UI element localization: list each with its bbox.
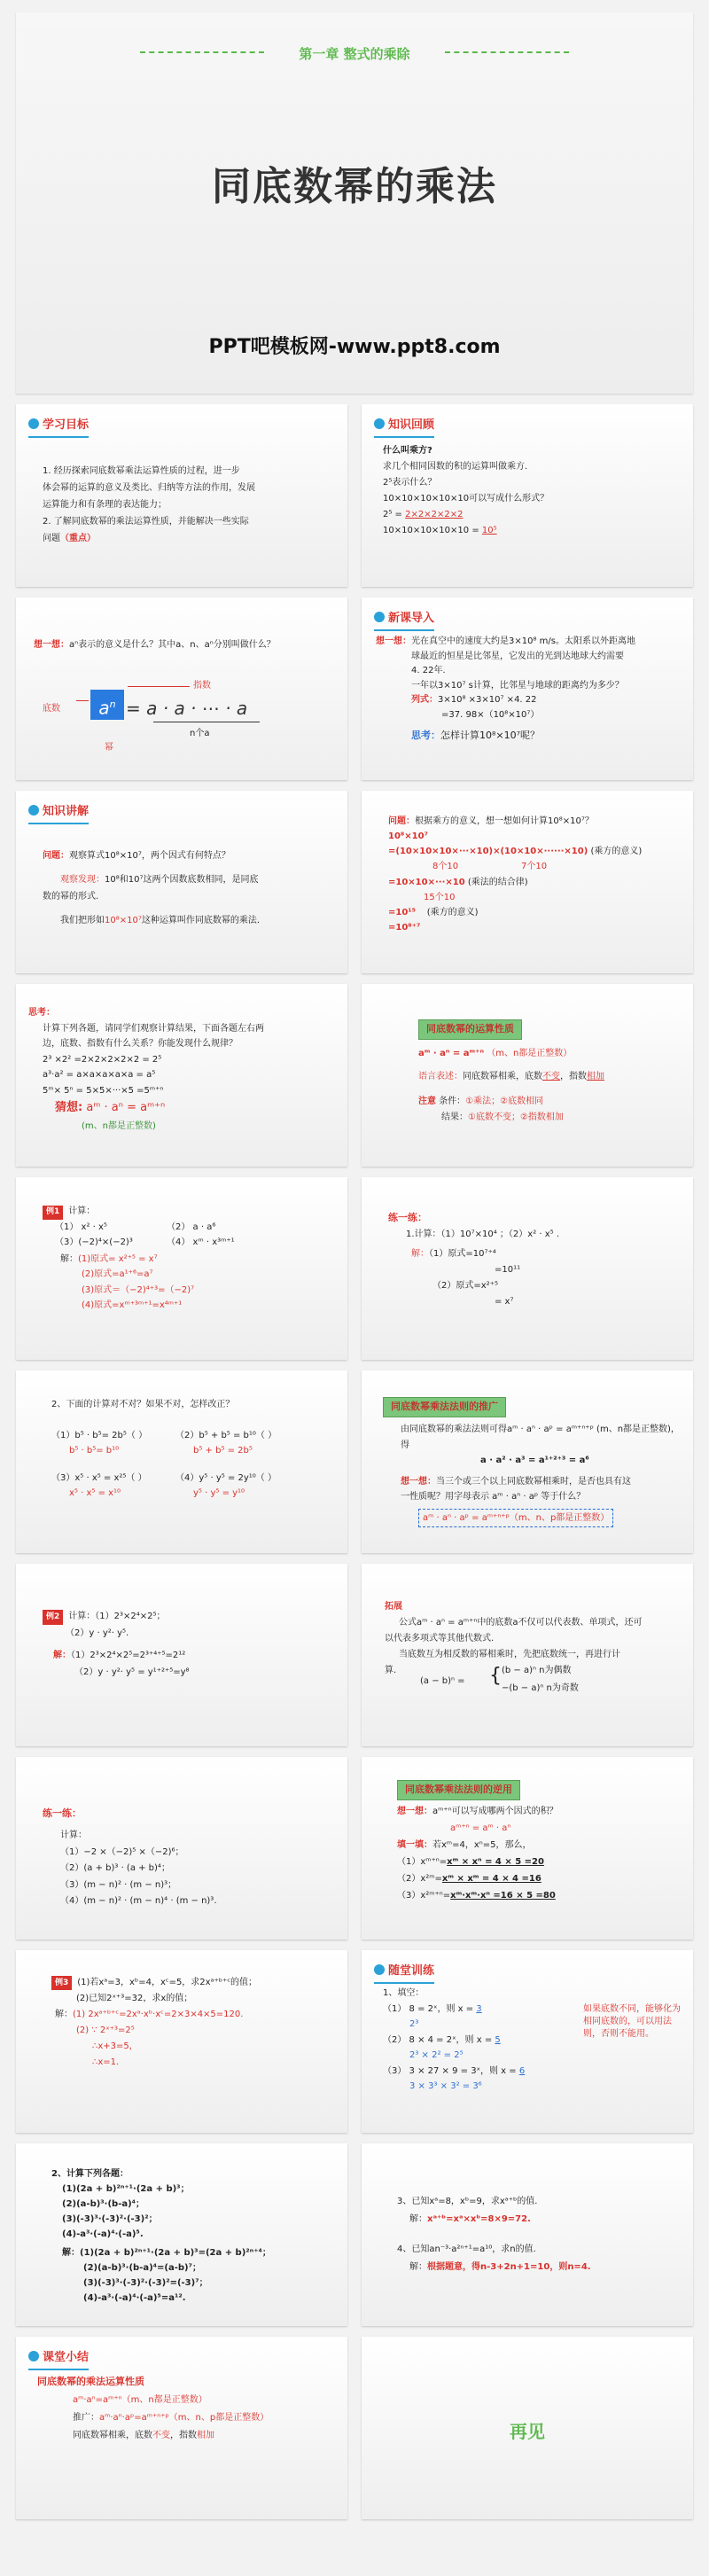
bullet-circle-icon [374,1964,385,1975]
bullet-circle-icon [28,418,39,429]
problem: (1)(2a + b)²ⁿ⁺¹·(2a + b)³； [62,2184,190,2194]
section-title: 同底数幂乘法法则的推广 [383,1397,506,1417]
question: 问题：观察算式10⁸×10⁷，两个因式有何特点？ [43,851,230,861]
solution-line: (2)(a-b)³·(b-a)⁴=(a-b)⁷； [83,2263,202,2273]
slide-practice1 [362,1177,693,1360]
think-cont: 一性质呢？用字母表示 aᵐ · aⁿ · aᵖ 等于什么？ [401,1492,586,1502]
slide-heading: 新课导入 [374,610,434,631]
slide-example1 [16,1177,347,1360]
solution: 解：xᵃ⁺ᵇ=xᵃ×xᵇ=8×9=72. [409,2214,531,2224]
text-line: 问题（重点） [43,534,96,543]
step: =10⁸⁺⁷ [388,923,421,933]
slide-goodbye [362,2337,693,2519]
guess: 猜想: aᵐ · aⁿ = aᵐ⁺ⁿ [55,1101,166,1114]
answer-line: 10×10×10×10×10 = 10⁵ [383,526,497,535]
solution-line: (3)原式＝（−2)⁴⁺³=（−2)⁷ [82,1284,195,1295]
slide-explain [16,791,347,973]
label-power: 幂 [105,743,113,753]
site-label: PPT吧模板网-www.ppt8.com [208,336,501,358]
formula-box: aᵐ · aⁿ · aᵖ = aᵐ⁺ⁿ⁺ᵖ（m、n、p都是正整数） [383,1509,684,1528]
slide-heading: 随堂训练 [374,1963,434,1984]
text-line: 由同底数幂的乘法法则可得aᵐ · aⁿ · aᵖ = aᵐ⁺ⁿ⁺ᵖ (m、n都是正整数)，得 [401,1425,680,1450]
solution: 解：(1)(2a + b)²ⁿ⁺¹·(2a + b)³=(2a + b)²ⁿ⁺⁴； [62,2248,271,2258]
solution-line: ∴x=1. [92,2057,120,2067]
solution-line: (2) ∵ 2ˣ⁺³=2⁵ [76,2026,135,2035]
solution-line: (4)原式=xᵐ⁺³ᵐ⁺¹=x⁴ᵐ⁺¹ [82,1300,183,1311]
slide-intro [362,597,693,780]
fill-line: （2） 8 × 4 = 2ˣ，则 x = 5 [383,2034,501,2045]
slide-power-meaning [16,597,347,780]
solution: 解：（1）原式=10⁷⁺⁴ [411,1248,496,1259]
slide-calc2 [16,2143,347,2326]
formula: aᵐ·aⁿ=aᵐ⁺ⁿ（m、n都是正整数） [73,2395,207,2405]
slide-learning-goals [16,404,347,587]
slide-think [16,984,347,1167]
slide-property [362,984,693,1167]
note: 结果：①底数不变；②指数相加 [441,1112,564,1122]
problem: 1.计算：（1）10⁷×10⁴ ；（2）x² · x⁵ . [406,1229,560,1239]
problems: （1） x² · x⁵ （2） a · a⁶ （3）(−2)⁴×(−2)³ （4） xᵐ · x³ᵐ⁺¹ [55,1222,235,1247]
problem: （2）(a + b)³ · (a + b)⁴； [60,1863,170,1874]
statement: 语言表述：同底数幂相乘，底数不变，指数相加 [418,1072,604,1081]
slide-heading: 知识讲解 [28,803,89,824]
condition: (m、n都是正整数) [82,1120,156,1131]
observation: 观察发现：10⁸和10⁷这两个因数底数相同，是同底 [60,875,259,885]
expansion: = a · a · ⋯ · a [126,698,248,719]
conclusion: 我们把形如10⁸×10⁷这种运算叫作同底数幂的乘法. [60,916,261,925]
chapter-label: 第一章 整式的乘除 [299,46,410,62]
solution-line: （2）y · y²· y⁵ = y¹⁺²⁺⁵=y⁸ [74,1667,190,1678]
formula: aᵐ⁺ⁿ = aᵐ · aⁿ [450,1823,511,1833]
text-line: 公式aᵐ · aⁿ = aᵐ⁺ⁿ中的底数a不仅可以代表数、单项式，还可 [399,1618,643,1628]
power-box: $a^n$ [90,690,124,720]
formula-line: =37. 98×（10⁸×10⁷） [441,709,540,720]
question: 想一想：aⁿ表示的意义是什么？其中a、n、aⁿ分别叫做什么？ [34,640,276,650]
slide-calc34 [362,2143,693,2326]
solution-line: (2)原式=a¹⁺⁶=a⁷ [82,1269,153,1280]
text-line: 1. 经历探索同底数幂乘法运算性质的过程，进一步 [43,466,240,476]
answer: （3）x²ᵐ⁺ⁿ=xᵐ·xᵐ·xⁿ =16 × 5 =80 [397,1891,556,1901]
label-base: 底数 [43,704,60,714]
solution: 解：(1) 2xᵃ⁺ᵇ⁺ᶜ=2xᵃ·xᵇ·xᶜ=2×3×4×5=120. [55,2010,244,2019]
example-title: 例1 计算： [43,1204,330,1220]
fill-line: （3） 3 × 27 × 9 = 3ˣ，则 x = 6 [383,2065,526,2076]
slide-heading: 学习目标 [28,417,89,438]
solution: 解：（1）2³×2⁴×2⁵=2³⁺⁴⁺⁵=2¹² [53,1651,186,1661]
practice-title: 练一练： [43,1807,82,1819]
problem: （3）(m − n)² · (m − n)³； [60,1879,177,1890]
brace-label: 15个10 [424,893,456,902]
slide-example2 [16,1564,347,1746]
slide-judge [16,1370,347,1553]
brace-labels: 8个10 7个10 [432,862,548,871]
text-line: 边，底数、指数有什么关系？你能发现什么规律？ [43,1039,238,1049]
slide-extension [362,1564,693,1746]
text-line: 当底数互为相反数的幂相乘时，先把底数统一，再进行计 [399,1650,620,1659]
title-slide [16,12,693,394]
solution-line: ∴x+3=5， [92,2041,138,2051]
solution-line: =10¹¹ [495,1264,521,1275]
step: =10¹⁵ (乘方的意义) [388,908,479,917]
bullet-circle-icon [28,2351,39,2361]
problem: (2)(a-b)³·(b-a)⁴； [62,2199,145,2209]
answer: （2）x²ᵐ=xᵐ × xᵐ = 4 × 4 =16 [397,1874,541,1884]
think: 想一想：当三个或三个以上同底数幂相乘时，是否也具有这 [401,1476,631,1487]
text-line: 10×10×10×10×10可以写成什么形式？ [383,494,549,503]
page-title: 同底数幂的乘法 [212,164,497,209]
text-line: 求几个相同因数的积的运算叫做乘方. [383,462,528,472]
note: 注意 条件：①乘法；②底数相同 [418,1097,544,1106]
example-title: 例2 计算：（1）2³×2⁴×2⁵； [43,1608,330,1625]
problem: (4)-a³·(-a)⁴·(-a)⁵. [62,2229,144,2239]
text-line: 2⁵表示什么？ [383,478,437,488]
solution: 解：(1)原式= x²⁺⁵ = x⁷ [60,1253,158,1264]
text-line: 球最近的恒星是比邻星，它发出的光到达地球大约需要 [411,651,624,661]
slide-heading: 课堂小结 [28,2349,89,2370]
text-line: 一年以3×10⁷ s计算，比邻星与地球的距离约为多少？ [411,680,624,691]
label-n-a: n个a [190,729,210,738]
think-line: 思考：怎样计算10⁸×10⁷呢？ [411,730,541,741]
problem: (3)(-3)³·(-3)²·(-3)²； [62,2214,158,2224]
question: 问题：根据乘方的意义，想一想如何计算10⁸×10⁷？ [388,816,594,826]
step: =(10×10×10×···×10)×(10×10×······×10) (乘方的意义) [388,847,643,856]
summary-title: 同底数幂的乘法运算性质 [37,2376,144,2387]
solution-line: (4)-a³·(-a)⁴·(-a)⁵=a¹². [83,2293,186,2303]
slide-example3 [16,1950,347,2133]
text-line: 2. 了解同底数幂的乘法运算性质，并能解决一些实际 [43,517,249,527]
hint: 2³ × 2² = 2⁵ [409,2050,464,2060]
problem: （4）(m − n)² · (m − n)⁴ · (m − n)³. [60,1896,217,1907]
arrow-line [76,700,89,701]
text-line: 4. 22年. [411,666,446,675]
slide-practice2 [16,1757,347,1940]
text-line: 计算下列各题，请同学们观察计算结果，下面各题左右两 [43,1023,264,1034]
hint: 2³ [409,2019,419,2029]
section-title: 同底数幂乘法法则的逆用 [397,1780,520,1800]
solution-line: (3)(-3)³·(-3)²·(-3)²=(-3)⁷； [83,2278,208,2288]
problem: （2）y · y²· y⁵. [66,1628,129,1639]
formula: 推广：aᵐ·aⁿ·aᵖ=aᵐ⁺ⁿ⁺ᵖ（m、n、p都是正整数） [73,2413,269,2423]
slide-heading: 知识回顾 [374,417,434,438]
answer-line: 2⁵ = 2×2×2×2×2 [383,510,464,519]
slide-derivation [362,791,693,973]
equation: a³·a² = a×a×a×a×a = a⁵ [43,1070,156,1080]
bullet-circle-icon [28,805,39,816]
fill-line: （1） 8 = 2ˣ，则 x = 3 [383,2003,482,2014]
text-line: 以代表多项式等其他代数式. [385,1634,495,1643]
text-line: 想一想：光在真空中的速度大约是3×10⁸ m/s。太阳系以外距离地 [376,636,635,646]
text-line: 体会幂的运算的意义及类比、归纳等方法的作用，发展 [43,483,255,493]
practice-title: 练一练： [388,1212,427,1223]
sub-title: 计算： [60,1831,87,1841]
think-label: 思考： [28,1008,55,1018]
arrow-line [128,686,190,687]
solution-line: （2）原式=x²⁺⁵ [432,1280,498,1291]
judge-items: （1）b⁵ · b⁵= 2b⁵（ ） （2）b⁵ + b⁵ = b¹⁰（ ） b⁵ · b⁵= b¹⁰ b⁵ + b⁵ = 2b⁵ （3）x⁵ · x⁵ = x²⁵（ ） （4）y⁵ · y⁵ = 2y¹⁰（ ） x⁵ · x⁵ = x¹⁰ y⁵ · y⁵ = y¹⁰ [51,1431,277,1498]
formula: aᵐ · aⁿ = aᵐ⁺ⁿ （m、n都是正整数） [418,1049,573,1058]
note: 如果底数不同，能够化为相同底数的，可以用法则，否则不能用。 [583,2004,681,2039]
formula-line: 列式：3×10⁸ ×3×10⁷ ×4. 22 [411,695,537,705]
section-title: 拓展 [385,1602,402,1612]
slide-review [362,404,693,587]
problem: 3、已知xᵃ=8，xᵇ=9，求xᵃ⁺ᵇ的值. [397,2197,538,2206]
problem-title: 2、计算下列各题： [51,2169,129,2179]
step: =10×10×···×10 (乘法的结合律) [388,878,528,887]
question: 什么叫乘方? [383,446,432,456]
hint: 3 × 3³ × 3² = 3⁶ [409,2081,482,2091]
think: 想一想：aᵐ⁺ⁿ可以写成哪两个因式的积？ [397,1807,558,1816]
slide-generalize [362,1370,693,1553]
example-title: 例3 (1)若xᵃ=3，xᵇ=4，xᶜ=5，求2xᵃ⁺ᵇ⁺ᶜ的值； [51,1975,330,1991]
solution-line: = x⁷ [495,1296,514,1307]
problem: (2)已知2ˣ⁺³=32，求x的值； [76,1994,193,2003]
bullet-circle-icon [374,418,385,429]
answer: （1）xᵐ⁺ⁿ=xᵐ × xⁿ = 4 × 5 =20 [397,1857,544,1867]
equation: 2³ ×2² =2×2×2×2×2 = 2⁵ [43,1054,162,1065]
slide-drill [362,1950,693,2133]
text-line: 运算能力和有条理的表达能力； [43,500,167,510]
equation: 5ᵐ× 5ⁿ = 5×5×···×5 =5ᵐ⁺ⁿ [43,1085,164,1096]
cases: 算. (a − b)ⁿ = { (b − a)ⁿ n为偶数 −(b − a)ⁿ n为奇数 [385,1665,579,1693]
fill: 填一填：若xᵐ=4，xⁿ=5，那么， [397,1840,532,1850]
slide-summary [16,2337,347,2519]
slide-reverse [362,1757,693,1940]
observation-cont: 数的幂的形式. [43,892,99,902]
label-exponent: 指数 [193,681,211,691]
problem: （1）−2 ×（−2)⁵ ×（−2)⁶； [60,1846,184,1857]
problem-title: 2、下面的计算对不对？如果不对，怎样改正？ [51,1400,235,1409]
statement: 同底数幂相乘，底数不变，指数相加 [73,2431,214,2440]
goodbye-text: 再见 [510,2421,545,2442]
section-title: 同底数幂的运算性质 [418,1019,522,1040]
solution: 解：根据题意，得n-3+2n+1=10，则n=4. [409,2262,591,2272]
step: 10⁸×10⁷ [388,831,428,841]
problem-title: 1、填空： [383,1988,425,1998]
problem: 4、已知an⁻³·a²ⁿ⁺¹=a¹⁰，求n的值. [397,2244,536,2254]
equation: a · a² · a³ = a¹⁺²⁺³ = a⁶ [480,1456,589,1465]
bullet-circle-icon [374,612,385,622]
